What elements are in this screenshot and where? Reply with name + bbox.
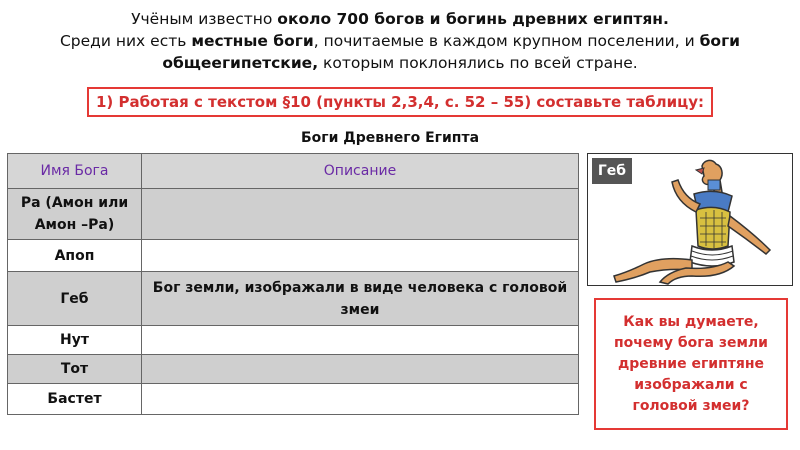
god-description	[142, 189, 579, 240]
intro-line-2: Среди них есть местные боги, почитаемые в каждом крупном поселении, и боги	[59, 32, 741, 50]
intro-text	[20, 8, 780, 74]
god-name: Бастет	[8, 384, 142, 415]
header-description: Описание	[142, 154, 579, 189]
geb-label: Геб	[592, 158, 632, 184]
table-row	[8, 189, 579, 240]
gods-table	[7, 153, 579, 415]
god-description: Бог земли, изображали в виде человека с головой змеи	[142, 272, 579, 326]
god-description	[142, 355, 579, 384]
task-banner: 1) Работая с текстом §10 (пункты 2,3,4, с. 52 – 55) составьте таблицу:	[87, 87, 713, 117]
table-row	[8, 326, 579, 355]
intro-line-3: общеегипетские, которым поклонялись по всей стране.	[162, 54, 638, 72]
god-description	[142, 240, 579, 272]
intro-line-1: Учёным известно около 700 богов и богинь древних египтян.	[131, 10, 669, 28]
header-name: Имя Бога	[8, 154, 142, 189]
god-name: Тот	[8, 355, 142, 384]
god-name: Ра (Амон или Амон –Ра)	[8, 189, 142, 240]
question-box: Как вы думаете, почему бога земли древние египтяне изображали с головой змеи?	[594, 298, 788, 430]
god-description	[142, 326, 579, 355]
god-name: Апоп	[8, 240, 142, 272]
god-name: Геб	[8, 272, 142, 326]
table-caption: Боги Древнего Египта	[300, 130, 480, 146]
table-row	[8, 240, 579, 272]
table-header-row	[8, 154, 579, 189]
table-row	[8, 384, 579, 415]
god-description	[142, 384, 579, 415]
geb-illustration	[587, 153, 793, 286]
god-name: Нут	[8, 326, 142, 355]
table-row	[8, 355, 579, 384]
table-row	[8, 272, 579, 326]
